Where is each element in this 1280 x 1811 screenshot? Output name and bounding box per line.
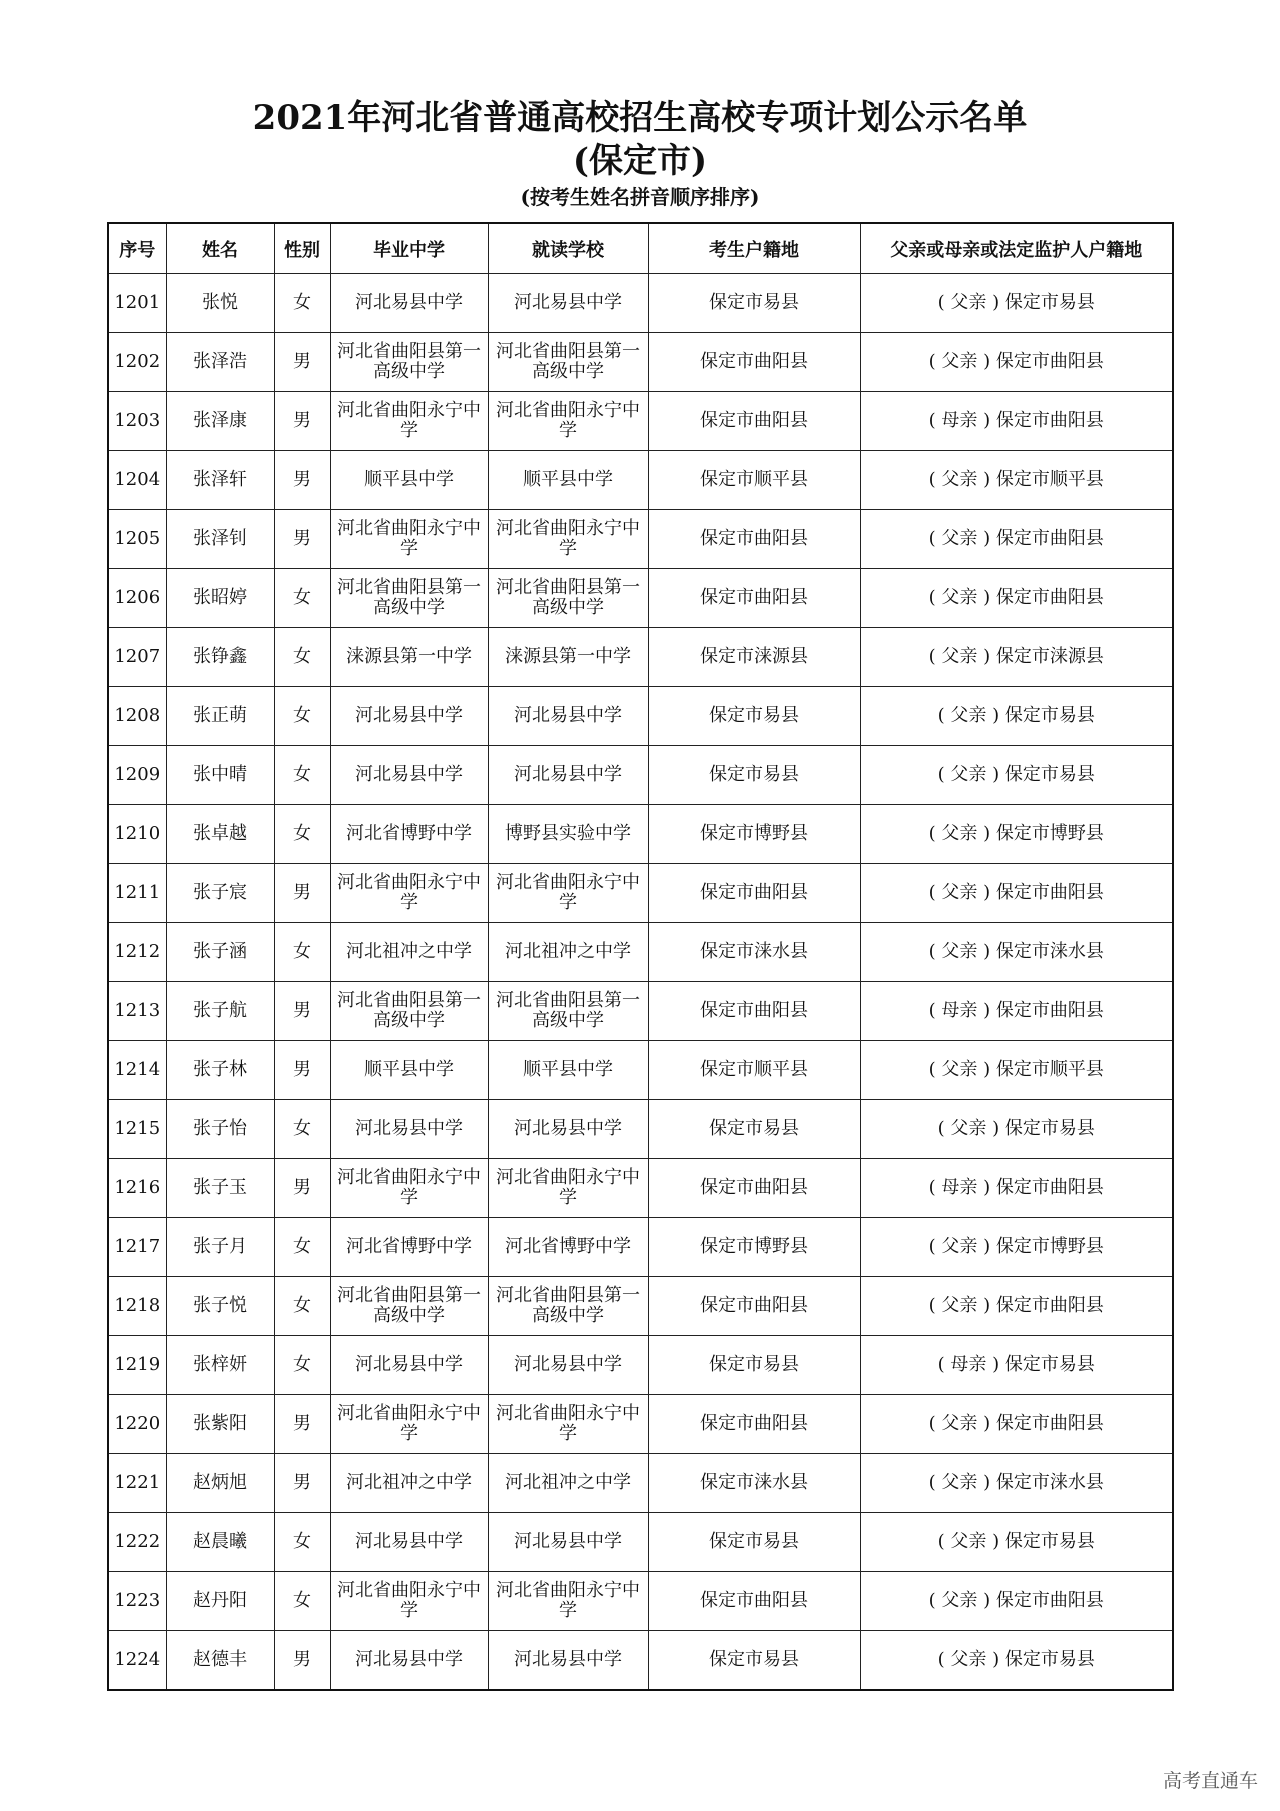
cell-name: 张子航 bbox=[166, 982, 274, 1041]
cell-registration: 保定市博野县 bbox=[648, 1218, 860, 1277]
cell-current-school: 河北易县中学 bbox=[488, 1513, 648, 1572]
cell-current-school: 河北省曲阳永宁中学 bbox=[488, 1395, 648, 1454]
cell-name: 张梓妍 bbox=[166, 1336, 274, 1395]
table-header-row bbox=[108, 223, 1173, 274]
roster-table bbox=[107, 222, 1174, 1691]
sort-note: (按考生姓名拼音顺序排序) bbox=[520, 185, 760, 209]
cell-current-school: 河北易县中学 bbox=[488, 746, 648, 805]
table-row bbox=[108, 333, 1173, 392]
cell-no: 1202 bbox=[108, 333, 166, 392]
cell-current-school: 顺平县中学 bbox=[488, 1041, 648, 1100]
table-row bbox=[108, 451, 1173, 510]
cell-grad-school: 河北省博野中学 bbox=[330, 1218, 488, 1277]
table-row bbox=[108, 274, 1173, 333]
cell-registration: 保定市易县 bbox=[648, 687, 860, 746]
cell-gender: 女 bbox=[274, 628, 330, 687]
watermark: 高考直通车 bbox=[1162, 1770, 1258, 1792]
cell-registration: 保定市曲阳县 bbox=[648, 1572, 860, 1631]
cell-no: 1205 bbox=[108, 510, 166, 569]
cell-grad-school: 河北省曲阳县第一高级中学 bbox=[330, 333, 488, 392]
cell-grad-school: 河北省曲阳永宁中学 bbox=[330, 864, 488, 923]
cell-no: 1207 bbox=[108, 628, 166, 687]
table-row bbox=[108, 805, 1173, 864]
cell-name: 赵炳旭 bbox=[166, 1454, 274, 1513]
cell-current-school: 河北易县中学 bbox=[488, 1631, 648, 1691]
cell-registration: 保定市易县 bbox=[648, 274, 860, 333]
cell-current-school: 河北祖冲之中学 bbox=[488, 923, 648, 982]
cell-name: 张泽浩 bbox=[166, 333, 274, 392]
cell-parent-registration: ( 父亲 ) 保定市易县 bbox=[860, 1100, 1173, 1159]
table-row bbox=[108, 746, 1173, 805]
cell-gender: 女 bbox=[274, 746, 330, 805]
cell-current-school: 河北省曲阳县第一高级中学 bbox=[488, 1277, 648, 1336]
cell-gender: 女 bbox=[274, 1336, 330, 1395]
cell-parent-registration: ( 父亲 ) 保定市涞水县 bbox=[860, 923, 1173, 982]
cell-no: 1209 bbox=[108, 746, 166, 805]
cell-parent-registration: ( 父亲 ) 保定市易县 bbox=[860, 274, 1173, 333]
cell-parent-registration: ( 父亲 ) 保定市涞水县 bbox=[860, 1454, 1173, 1513]
cell-grad-school: 河北省曲阳永宁中学 bbox=[330, 1572, 488, 1631]
cell-gender: 男 bbox=[274, 451, 330, 510]
cell-name: 张子涵 bbox=[166, 923, 274, 982]
cell-registration: 保定市易县 bbox=[648, 1336, 860, 1395]
cell-name: 张子怡 bbox=[166, 1100, 274, 1159]
cell-gender: 女 bbox=[274, 1218, 330, 1277]
cell-current-school: 顺平县中学 bbox=[488, 451, 648, 510]
cell-registration: 保定市易县 bbox=[648, 1100, 860, 1159]
cell-no: 1223 bbox=[108, 1572, 166, 1631]
cell-name: 张子林 bbox=[166, 1041, 274, 1100]
header-cell-current-school: 就读学校 bbox=[488, 223, 648, 274]
cell-registration: 保定市曲阳县 bbox=[648, 864, 860, 923]
cell-no: 1206 bbox=[108, 569, 166, 628]
cell-name: 赵晨曦 bbox=[166, 1513, 274, 1572]
cell-gender: 女 bbox=[274, 805, 330, 864]
cell-no: 1201 bbox=[108, 274, 166, 333]
cell-no: 1213 bbox=[108, 982, 166, 1041]
cell-gender: 男 bbox=[274, 392, 330, 451]
cell-registration: 保定市涞源县 bbox=[648, 628, 860, 687]
cell-name: 张泽康 bbox=[166, 392, 274, 451]
cell-registration: 保定市涞水县 bbox=[648, 923, 860, 982]
cell-grad-school: 河北祖冲之中学 bbox=[330, 923, 488, 982]
cell-gender: 男 bbox=[274, 1631, 330, 1691]
table-row bbox=[108, 1159, 1173, 1218]
table-row bbox=[108, 569, 1173, 628]
cell-no: 1210 bbox=[108, 805, 166, 864]
cell-current-school: 河北易县中学 bbox=[488, 687, 648, 746]
cell-gender: 女 bbox=[274, 687, 330, 746]
table-row bbox=[108, 1041, 1173, 1100]
cell-current-school: 河北省曲阳永宁中学 bbox=[488, 1159, 648, 1218]
cell-no: 1221 bbox=[108, 1454, 166, 1513]
cell-current-school: 河北省曲阳县第一高级中学 bbox=[488, 569, 648, 628]
cell-gender: 男 bbox=[274, 1159, 330, 1218]
cell-registration: 保定市曲阳县 bbox=[648, 1395, 860, 1454]
cell-gender: 女 bbox=[274, 569, 330, 628]
table-row bbox=[108, 392, 1173, 451]
cell-current-school: 博野县实验中学 bbox=[488, 805, 648, 864]
cell-grad-school: 顺平县中学 bbox=[330, 1041, 488, 1100]
cell-gender: 男 bbox=[274, 982, 330, 1041]
cell-parent-registration: ( 父亲 ) 保定市曲阳县 bbox=[860, 1572, 1173, 1631]
cell-current-school: 河北易县中学 bbox=[488, 1100, 648, 1159]
cell-name: 张悦 bbox=[166, 274, 274, 333]
cell-name: 张中晴 bbox=[166, 746, 274, 805]
cell-no: 1220 bbox=[108, 1395, 166, 1454]
cell-parent-registration: ( 父亲 ) 保定市涞源县 bbox=[860, 628, 1173, 687]
cell-parent-registration: ( 母亲 ) 保定市曲阳县 bbox=[860, 982, 1173, 1041]
cell-parent-registration: ( 父亲 ) 保定市博野县 bbox=[860, 805, 1173, 864]
table-row bbox=[108, 1395, 1173, 1454]
cell-no: 1204 bbox=[108, 451, 166, 510]
cell-gender: 男 bbox=[274, 1395, 330, 1454]
cell-grad-school: 河北省曲阳县第一高级中学 bbox=[330, 982, 488, 1041]
cell-gender: 女 bbox=[274, 1513, 330, 1572]
table-row bbox=[108, 982, 1173, 1041]
table-body bbox=[108, 274, 1173, 1691]
table-row bbox=[108, 1454, 1173, 1513]
cell-grad-school: 河北易县中学 bbox=[330, 1336, 488, 1395]
cell-registration: 保定市博野县 bbox=[648, 805, 860, 864]
table-row bbox=[108, 1513, 1173, 1572]
cell-parent-registration: ( 父亲 ) 保定市曲阳县 bbox=[860, 1277, 1173, 1336]
cell-no: 1222 bbox=[108, 1513, 166, 1572]
cell-parent-registration: ( 父亲 ) 保定市曲阳县 bbox=[860, 864, 1173, 923]
cell-gender: 男 bbox=[274, 864, 330, 923]
table-row bbox=[108, 1572, 1173, 1631]
cell-name: 张泽钊 bbox=[166, 510, 274, 569]
header-cell-parent-registration: 父亲或母亲或法定监护人户籍地 bbox=[860, 223, 1173, 274]
cell-grad-school: 河北易县中学 bbox=[330, 1100, 488, 1159]
table-row bbox=[108, 1277, 1173, 1336]
cell-registration: 保定市曲阳县 bbox=[648, 569, 860, 628]
cell-registration: 保定市曲阳县 bbox=[648, 982, 860, 1041]
cell-gender: 男 bbox=[274, 1454, 330, 1513]
cell-current-school: 河北省曲阳县第一高级中学 bbox=[488, 982, 648, 1041]
cell-grad-school: 河北省曲阳县第一高级中学 bbox=[330, 569, 488, 628]
cell-grad-school: 河北易县中学 bbox=[330, 1631, 488, 1691]
cell-grad-school: 河北省曲阳县第一高级中学 bbox=[330, 1277, 488, 1336]
cell-grad-school: 河北省曲阳永宁中学 bbox=[330, 510, 488, 569]
table-row bbox=[108, 687, 1173, 746]
cell-parent-registration: ( 父亲 ) 保定市易县 bbox=[860, 1631, 1173, 1691]
cell-grad-school: 河北祖冲之中学 bbox=[330, 1454, 488, 1513]
cell-name: 张子月 bbox=[166, 1218, 274, 1277]
header-cell-name: 姓名 bbox=[166, 223, 274, 274]
cell-no: 1216 bbox=[108, 1159, 166, 1218]
table-row bbox=[108, 1631, 1173, 1691]
cell-no: 1224 bbox=[108, 1631, 166, 1691]
cell-current-school: 河北省曲阳永宁中学 bbox=[488, 392, 648, 451]
table-row bbox=[108, 510, 1173, 569]
cell-registration: 保定市易县 bbox=[648, 746, 860, 805]
cell-name: 张铮鑫 bbox=[166, 628, 274, 687]
cell-parent-registration: ( 父亲 ) 保定市易县 bbox=[860, 687, 1173, 746]
cell-no: 1217 bbox=[108, 1218, 166, 1277]
cell-parent-registration: ( 父亲 ) 保定市博野县 bbox=[860, 1218, 1173, 1277]
cell-gender: 女 bbox=[274, 274, 330, 333]
cell-name: 张子玉 bbox=[166, 1159, 274, 1218]
cell-parent-registration: ( 母亲 ) 保定市易县 bbox=[860, 1336, 1173, 1395]
cell-current-school: 河北省曲阳县第一高级中学 bbox=[488, 333, 648, 392]
cell-current-school: 河北省博野中学 bbox=[488, 1218, 648, 1277]
cell-parent-registration: ( 母亲 ) 保定市曲阳县 bbox=[860, 1159, 1173, 1218]
cell-registration: 保定市顺平县 bbox=[648, 1041, 860, 1100]
cell-gender: 男 bbox=[274, 1041, 330, 1100]
cell-gender: 女 bbox=[274, 1572, 330, 1631]
cell-current-school: 河北祖冲之中学 bbox=[488, 1454, 648, 1513]
header-cell-no: 序号 bbox=[108, 223, 166, 274]
document-title: 2021年河北省普通高校招生高校专项计划公示名单 bbox=[252, 98, 1028, 138]
cell-grad-school: 河北省曲阳永宁中学 bbox=[330, 392, 488, 451]
cell-no: 1212 bbox=[108, 923, 166, 982]
cell-parent-registration: ( 父亲 ) 保定市曲阳县 bbox=[860, 333, 1173, 392]
cell-current-school: 河北易县中学 bbox=[488, 274, 648, 333]
header-cell-gender: 性别 bbox=[274, 223, 330, 274]
header-cell-registration: 考生户籍地 bbox=[648, 223, 860, 274]
cell-registration: 保定市曲阳县 bbox=[648, 510, 860, 569]
cell-registration: 保定市曲阳县 bbox=[648, 333, 860, 392]
table-row bbox=[108, 864, 1173, 923]
cell-name: 张泽轩 bbox=[166, 451, 274, 510]
cell-no: 1203 bbox=[108, 392, 166, 451]
cell-gender: 女 bbox=[274, 1100, 330, 1159]
cell-grad-school: 河北省曲阳永宁中学 bbox=[330, 1159, 488, 1218]
cell-current-school: 河北省曲阳永宁中学 bbox=[488, 1572, 648, 1631]
cell-grad-school: 顺平县中学 bbox=[330, 451, 488, 510]
cell-name: 张卓越 bbox=[166, 805, 274, 864]
cell-parent-registration: ( 父亲 ) 保定市顺平县 bbox=[860, 451, 1173, 510]
cell-no: 1215 bbox=[108, 1100, 166, 1159]
cell-current-school: 河北省曲阳永宁中学 bbox=[488, 510, 648, 569]
table-row bbox=[108, 1218, 1173, 1277]
cell-parent-registration: ( 父亲 ) 保定市顺平县 bbox=[860, 1041, 1173, 1100]
cell-grad-school: 河北易县中学 bbox=[330, 1513, 488, 1572]
cell-name: 赵德丰 bbox=[166, 1631, 274, 1691]
cell-name: 张子悦 bbox=[166, 1277, 274, 1336]
cell-name: 张昭婷 bbox=[166, 569, 274, 628]
cell-registration: 保定市易县 bbox=[648, 1631, 860, 1691]
cell-grad-school: 河北易县中学 bbox=[330, 746, 488, 805]
cell-registration: 保定市易县 bbox=[648, 1513, 860, 1572]
cell-grad-school: 河北省曲阳永宁中学 bbox=[330, 1395, 488, 1454]
cell-current-school: 涞源县第一中学 bbox=[488, 628, 648, 687]
cell-gender: 男 bbox=[274, 510, 330, 569]
cell-no: 1211 bbox=[108, 864, 166, 923]
cell-name: 张正萌 bbox=[166, 687, 274, 746]
cell-parent-registration: ( 父亲 ) 保定市曲阳县 bbox=[860, 510, 1173, 569]
cell-gender: 女 bbox=[274, 923, 330, 982]
cell-grad-school: 河北省博野中学 bbox=[330, 805, 488, 864]
cell-parent-registration: ( 母亲 ) 保定市曲阳县 bbox=[860, 392, 1173, 451]
cell-no: 1208 bbox=[108, 687, 166, 746]
cell-name: 张紫阳 bbox=[166, 1395, 274, 1454]
header-cell-grad-school: 毕业中学 bbox=[330, 223, 488, 274]
table-row bbox=[108, 628, 1173, 687]
document-subtitle: (保定市) bbox=[572, 141, 708, 181]
cell-gender: 女 bbox=[274, 1277, 330, 1336]
table-row bbox=[108, 1100, 1173, 1159]
cell-current-school: 河北省曲阳永宁中学 bbox=[488, 864, 648, 923]
table-row bbox=[108, 923, 1173, 982]
cell-gender: 男 bbox=[274, 333, 330, 392]
cell-parent-registration: ( 父亲 ) 保定市曲阳县 bbox=[860, 569, 1173, 628]
cell-no: 1214 bbox=[108, 1041, 166, 1100]
cell-no: 1218 bbox=[108, 1277, 166, 1336]
cell-registration: 保定市顺平县 bbox=[648, 451, 860, 510]
cell-grad-school: 河北易县中学 bbox=[330, 274, 488, 333]
cell-registration: 保定市曲阳县 bbox=[648, 1159, 860, 1218]
cell-grad-school: 涞源县第一中学 bbox=[330, 628, 488, 687]
cell-registration: 保定市涞水县 bbox=[648, 1454, 860, 1513]
cell-name: 赵丹阳 bbox=[166, 1572, 274, 1631]
cell-name: 张子宸 bbox=[166, 864, 274, 923]
table-row bbox=[108, 1336, 1173, 1395]
cell-current-school: 河北易县中学 bbox=[488, 1336, 648, 1395]
cell-grad-school: 河北易县中学 bbox=[330, 687, 488, 746]
cell-parent-registration: ( 父亲 ) 保定市易县 bbox=[860, 1513, 1173, 1572]
cell-parent-registration: ( 父亲 ) 保定市曲阳县 bbox=[860, 1395, 1173, 1454]
cell-no: 1219 bbox=[108, 1336, 166, 1395]
cell-registration: 保定市曲阳县 bbox=[648, 392, 860, 451]
cell-registration: 保定市曲阳县 bbox=[648, 1277, 860, 1336]
cell-parent-registration: ( 父亲 ) 保定市易县 bbox=[860, 746, 1173, 805]
